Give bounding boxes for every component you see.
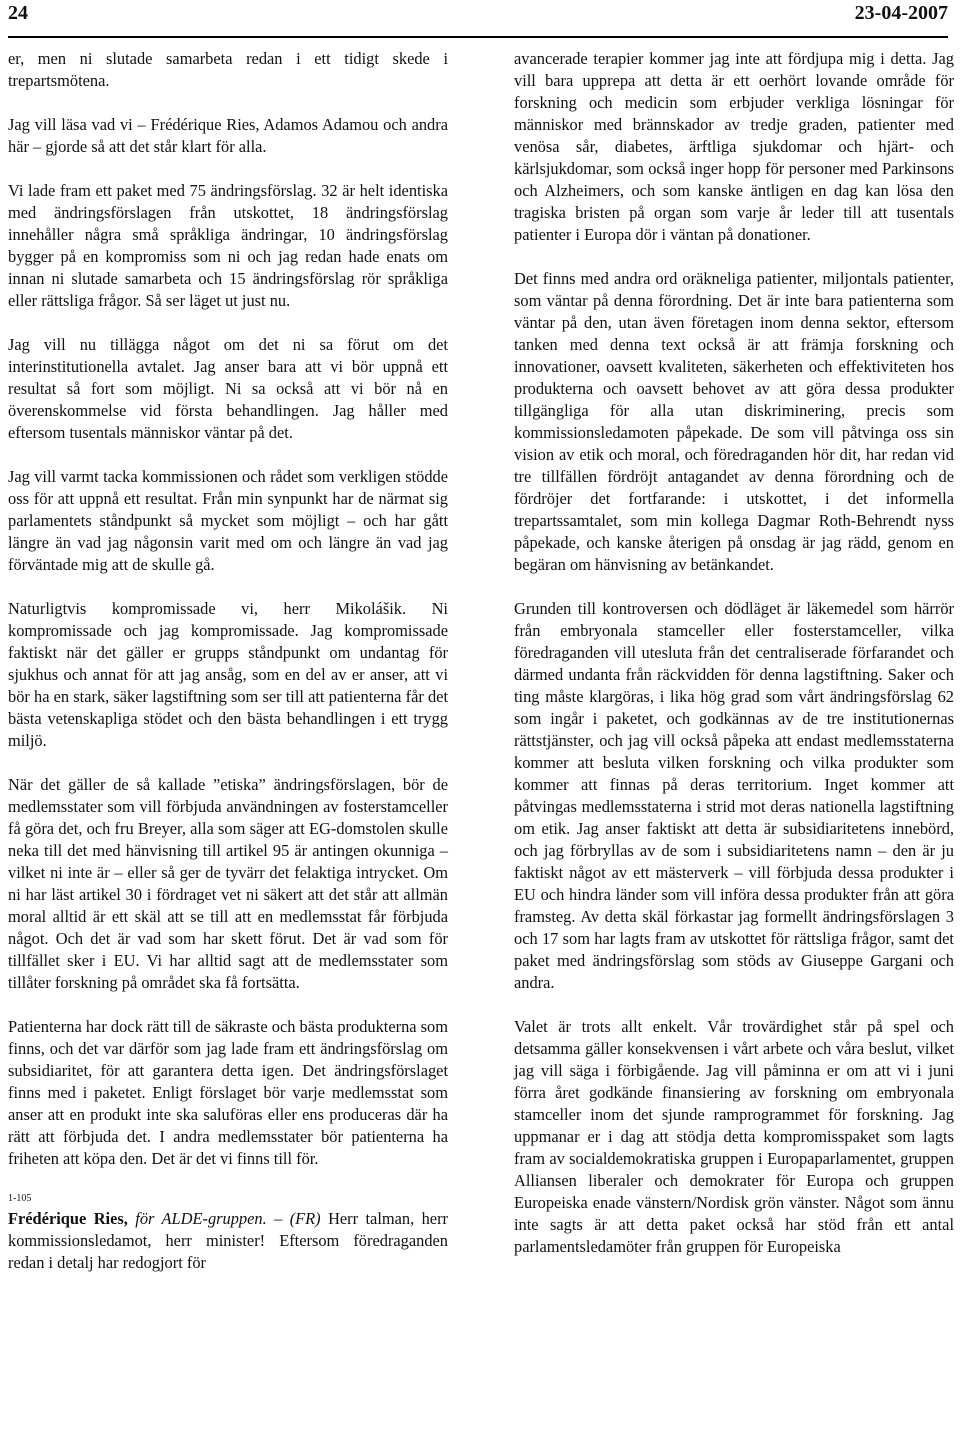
paragraph: Jag vill nu tillägga något om det ni sa förut om det interinstitutionella avtalet. Jag anser bara att vi bör uppnå ett resultat så fort som möjligt. Ni sa också att vi bör nå en överenskommelse vid första behandlingen. Jag håller med eftersom tusentals människor väntar på det. [8,335,448,442]
paragraph: er, men ni slutade samarbeta redan i ett tidigt skede i trepartsmötena. [8,49,448,90]
right-column [514,48,954,1258]
left-column [8,48,448,1274]
page-date: 23-04-2007 [854,2,948,24]
paragraph: När det gäller de så kallade ”etiska” ändringsförslagen, bör de medlemsstater som vill förbjuda användningen av fosterstamceller få göra det, och fru Breyer, alla som säger att EG-domstolen skulle neka till det med hänvisning till artikel 95 är antingen okunniga – vilket ni inte är – eller så ger de tyvärr det felaktiga intrycket. Om ni har läst artikel 30 i fördraget vet ni säkert att det står att allmän moral alltid är ett skäl att se till att en medlemsstat får förbjuda något. Och det är vad som har skett förut. Det är vad som för tillfället sker i EU. Vi har alltid sagt att de medlemsstater som tillåter forskning på området ska få fortsätta. [8,775,448,992]
speaker-language: (FR) [289,1209,321,1228]
paragraph: Patienterna har dock rätt till de säkraste och bästa produkterna som finns, och det var därför som jag lade fram ett ändringsförslag om subsidiaritet, för att garantera detta igen. Det ändringsförslaget finns med i paketet. Enligt förslaget bör varje medlemsstat som anser att en produkt inte ska saluföras eller ens produceras där ha rätt att förbjuda det. I andra medlemsstater bör patienterna ha friheten att köpa den. Det är det vi finns till för. [8,1017,448,1168]
paragraph: Vi lade fram ett paket med 75 ändringsförslag. 32 är helt identiska med ändringsförslagen från utskottet, 18 ändringsförslag innehåller några små språkliga ändringar, 10 ändringsförslag bygger på en kompromiss som ni och jag redan hade enats om innan ni slutade samarbeta och 15 ändringsförslag rör språkliga eller rättsliga frågor. Så ser läget ut just nu. [8,181,448,310]
paragraph: Naturligtvis kompromissade vi, herr Mikolášik. Ni kompromissade och jag kompromissade. Jag kompromissade faktiskt när det gäller er grupps ståndpunkt om undantag för sjukhus och annat för att jag ansåg, som en del av er anser, att vi bör ha en stark, säker lagstiftning som ser till att patienterna får det bästa vetenskapliga stödet och den bästa behandlingen i ett trygg miljö. [8,599,448,750]
speech-reference: 1-105 [8,1193,32,1204]
paragraph: Grunden till kontroversen och dödläget är läkemedel som härrör från embryonala stamceller eller fosterstamceller, vilka föredraganden vill utesluta från det centraliserade förfarandet och därmed undanta från räckvidden för denna lagstiftning. Saker och ting måste klargöras, i lika hög grad som vårt ändringsförslag 62 som ingår i paketet, och godkännas av de tre institutionernas rättstjänster, och jag vill också påpeka att endast medlemsstaterna kommer att besluta vilken forskning och vilka produkter som kommer att finnas på deras territorium. Inget kommer att påtvingas medlemsstaterna i strid mot deras nationella lagstiftning om etik. Jag anser faktiskt att detta är subsidiaritetens innebörd, och jag förbryllas av de som i subsidiaritetens namn – den är ju faktiskt något av ett mästerverk – vill förbjuda dessa produkter i EU och hindra länder som vill införa dessa produkter från att göra framsteg. Av detta skäl förkastar jag formellt ändringsförslagen 3 och 17 som har lagts fram av utskottet för rättsliga frågor, samt det paket med ändringsförslag som stöds av Giuseppe Gargani och andra. [514,599,954,992]
paragraph: Valet är trots allt enkelt. Vår trovärdighet står på spel och detsamma gäller konsekvensen i vårt arbete och våra beslut, vilket jag vill säga i förbigående. Jag vill påminna er om att vi i juni förra året godkände finansiering av forskning om embryonala stamceller inom det sjunde ramprogrammet för forskning. Jag uppmanar er i dag att stödja detta kompromisspaket som lagts fram av socialdemokratiska gruppen i Europaparlamentet, gruppen Alliansen liberaler och demokrater för Europa och gruppen Europeiska enade vänstern/Nordisk grön vänster. Något som ännu inte sagts är att detta paket också har stöd från ett antal parlamentsledamöter från gruppen för Europeiska [514,1017,954,1256]
header-rule [8,36,948,38]
page-header [8,0,948,36]
speaker-name: Frédérique Ries, [8,1209,128,1228]
speech-intro: Frédérique Ries, för ALDE-gruppen. – (FR) Herr talman, herr kommissionsledamot, herr minister! Eftersom föredraganden redan i detalj har redogjort för [8,1209,448,1272]
speaker-group: för ALDE-gruppen. [135,1209,267,1228]
paragraph: Det finns med andra ord oräkneliga patienter, miljontals patienter, som väntar på denna förordning. Det är inte bara patienterna som väntar på den, utan även företagen inom denna sektor, eftersom tanken med denna text också är att främja forskning och innovationer, oavsett kvaliteten, säkerheten och effektiviteten hos produkterna och oavsett behovet av att göra dessa produkter tillgängliga för alla utan diskriminering, precis som kommissionsledamoten påpekade. De som vill påtvinga oss sin vision av etik och moral, och föredraganden hör dit, har redan vid tre tillfällen fördröjt antagandet av denna förordning och de fördröjer det fortfarande: i utskottet, i det informella trepartssamtalet, som min kollega Dagmar Roth-Behrendt nyss påpekade, och kanske återigen på onsdag är jag rädd, genom en begäran om hänvisning av betänkandet. [514,269,954,574]
page-number: 24 [8,2,28,24]
paragraph: Jag vill varmt tacka kommissionen och rådet som verkligen stödde oss för att uppnå ett resultat. Från min synpunkt har de närmat sig parlamentets ståndpunkt så mycket som möjligt – och har gått längre än vad jag någonsin varit med om och längre än vad jag förväntade mig att de skulle gå. [8,467,448,574]
speech-text: Herr talman, herr kommissionsledamot, herr minister! Eftersom föredraganden redan i detalj har redogjort för [8,1209,448,1272]
paragraph: avancerade terapier kommer jag inte att fördjupa mig i detta. Jag vill bara upprepa att detta är ett oerhört lovande område för forskning och medicin som erbjuder verkliga lösningar för människor med brännskador av tredje graden, patienter med venösa sår, diabetes, ärftliga sjukdomar och hjärt- och kärlsjukdomar, som också inger hopp för personer med Parkinsons och Alzheimers, och som kanske äntligen en dag kan lösa den tragiska bristen på organ som varje år leder till att tusentals patienter i Europa dör i väntan på donationer. [514,49,954,244]
paragraph: Jag vill läsa vad vi – Frédérique Ries, Adamos Adamou och andra här – gjorde så att det står klart för alla. [8,115,448,156]
